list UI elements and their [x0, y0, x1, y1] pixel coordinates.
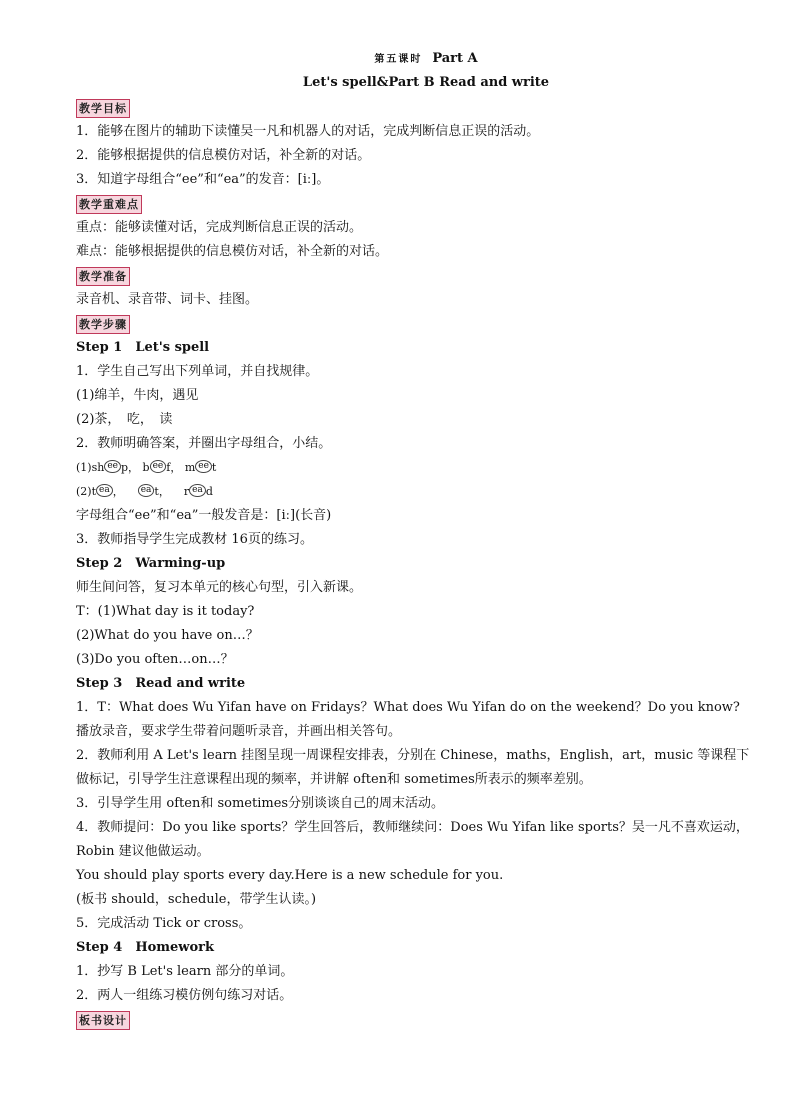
step3-line-5: 4．教师提问：Do you like sports？学生回答后，教师继续问：Does Wu Yifan like sports？吴一凡不喜欢运动，Robin 建议他做运动。 — [76, 820, 749, 859]
section-prep-label: 教学准备 — [76, 267, 130, 286]
section-steps-label: 教学步骤 — [76, 315, 130, 334]
keypoint-2: 难点：能够根据提供的信息模仿对话，补全新的对话。 — [76, 244, 389, 259]
section-prep-header — [76, 264, 756, 288]
circled-letters: ee — [150, 460, 167, 473]
lesson-subtitle: Let's spell&Part B Read and write — [302, 75, 550, 90]
step4-line-1: 1．抄写 B Let's learn 部分的单词。 — [76, 964, 294, 979]
step2-line-1: 师生间问答，复习本单元的核心句型，引入新课。 — [76, 580, 363, 595]
step2-line-2: T：(1)What day is it today? — [76, 604, 255, 619]
prep-text: 录音机、录音带、词卡、挂图。 — [76, 292, 259, 307]
lesson-title — [96, 48, 756, 70]
section-goals-label: 教学目标 — [76, 99, 130, 118]
step1-line-5: 3．教师指导学生完成教材 16页的练习。 — [76, 532, 313, 547]
section-board-header — [76, 1008, 756, 1032]
step2-title: Step 2 Warming-up — [76, 556, 226, 571]
section-steps-header — [76, 312, 756, 336]
step3-line-6: You should play sports every day.Here is a new schedule for you. — [76, 868, 504, 883]
step1-line-3: (2)茶， 吃， 读 — [76, 412, 173, 427]
circled-letters: ee — [104, 460, 121, 473]
step2-line-4: (3)Do you often…on…？ — [76, 652, 234, 667]
step4-line-2: 2．两人一组练习模仿例句练习对话。 — [76, 988, 293, 1003]
lesson-part: Part A — [432, 51, 478, 66]
goal-2: 2．能够根据提供的信息模仿对话，补全新的对话。 — [76, 148, 371, 163]
step1-line-2: (1)绵羊，牛肉，遇见 — [76, 388, 199, 403]
step4-title: Step 4 Homework — [76, 940, 215, 955]
step1-line-1: 1．学生自己写出下列单词，并自找规律。 — [76, 364, 319, 379]
circled-words-row-2: (2)t ea ， ea t， r ea d — [76, 485, 213, 498]
keypoint-1: 重点：能够读懂对话，完成判断信息正误的活动。 — [76, 220, 363, 235]
step2-line-3: (2)What do you have on…？ — [76, 628, 259, 643]
section-goals-header — [76, 96, 756, 120]
circled-letters: ea — [96, 484, 113, 497]
goal-1: 1．能够在图片的辅助下读懂吴一凡和机器人的对话，完成判断信息正误的活动。 — [76, 124, 540, 139]
step3-line-4: 3．引导学生用 often和 sometimes分别谈谈自己的周末活动。 — [76, 796, 445, 811]
section-keypoints-label: 教学重难点 — [76, 195, 142, 214]
goal-3: 3．知道字母组合“ee”和“ea”的发音：[iː]。 — [76, 172, 330, 187]
step1-line-4: 2．教师明确答案，并圈出字母组合，小结。 — [76, 436, 332, 451]
step3-title: Step 3 Read and write — [76, 676, 246, 691]
circled-letters: ea — [138, 484, 155, 497]
section-keypoints-header — [76, 192, 756, 216]
step1-title: Step 1 Let's spell — [76, 340, 210, 355]
step3-line-2: 播放录音，要求学生带着问题听录音，并画出相关答句。 — [76, 724, 402, 739]
circled-words-row-1: (1)sh ee p， b ee f， m ee t — [76, 461, 217, 474]
circled-letters: ea — [189, 484, 206, 497]
document-page — [76, 48, 756, 1032]
step3-line-7: (板书 should，schedule，带学生认读。) — [76, 892, 317, 907]
lesson-number: 第五课时 — [374, 54, 423, 65]
step1-summary: 字母组合“ee”和“ea”一般发音是：[iː](长音) — [76, 508, 332, 523]
circled-letters: ee — [195, 460, 212, 473]
step3-line-3: 2．教师利用 A Let's learn 挂图呈现一周课程安排表，分别在 Chinese，maths，English，art，music 等课程下做标记，引导学生注意课程出现的频率，并讲解 often和 sometimes所表示的频率差别。 — [76, 748, 750, 787]
step3-line-1: 1．T：What does Wu Yifan have on Fridays？What does Wu Yifan do on the weekend？Do you know? — [76, 700, 740, 715]
step3-line-8: 5．完成活动 Tick or cross。 — [76, 916, 252, 931]
section-board-label: 板书设计 — [76, 1011, 130, 1030]
